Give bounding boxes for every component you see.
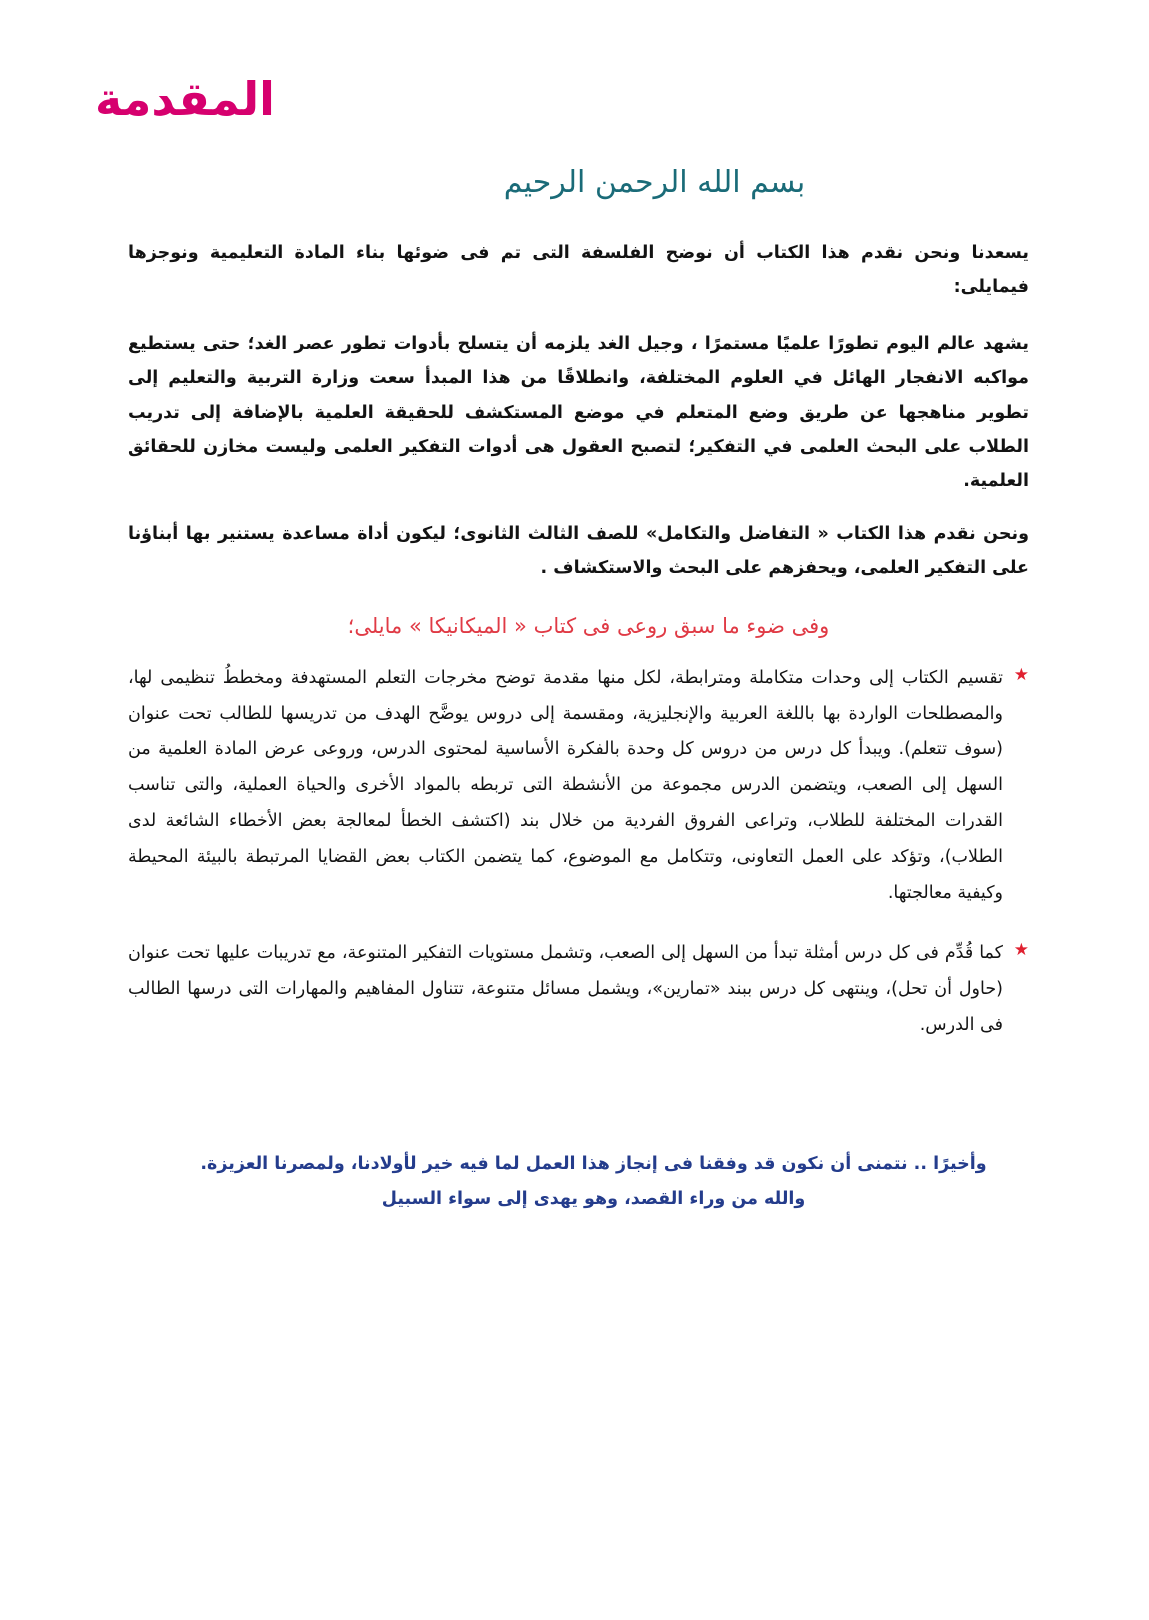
star-icon: ★ <box>1013 664 1029 685</box>
page-title: المقدمة <box>95 72 275 126</box>
closing-line-2: والله من وراء القصد، وهو يهدى إلى سواء السبيل <box>381 1189 806 1210</box>
closing-block <box>128 1147 1029 1217</box>
intro-paragraph-2: يشهد عالم اليوم تطورًا علميًا مستمرًا ، وجيل الغد يلزمه أن يتسلح بأدوات تطور عصر الغد؛ حتى يستطيع مواكبه الانفجار الهائل في العلوم المختلفة، وانطلاقًا من هذا المبدأ سعت وزارة التربية والتعليم إلى تطوير مناهجها عن طريق وضع المتعلم في موضع المستكشف للحقيقة العلمية بالإضافة إلى تدريب الطلاب على البحث العلمى في التفكير؛ لتصبح العقول هى أدوات التفكير العلمى وليست مخازن للحقائق العلمية. <box>128 334 1029 491</box>
list-item-text: كما قُدِّم فى كل درس أمثلة تبدأ من السهل إلى الصعب، وتشمل مستويات التفكير المتنوعة، مع تدريبات عليها تحت عنوان (حاول أن تحل)، وينتهى كل درس ببند «تمارين»، ويشمل مسائل متنوعة، تتناول المفاهيم والمهارات التى درسها الطالب فى الدرس. <box>128 942 1003 1035</box>
title-container <box>0 0 1149 126</box>
list-item-text: تقسيم الكتاب إلى وحدات متكاملة ومترابطة، لكل منها مقدمة توضح مخرجات التعلم المستهدفة ومخططُ تنظيمى لها، والمصطلحات الواردة بها باللغة العربية والإنجليزية، ومقسمة إلى دروس يوضَّح الهدف من تدريسها للطالب تحت عنوان (سوف تتعلم). ويبدأ كل درس من دروس كل وحدة بالفكرة الأساسية لمحتوى الدرس، وروعى عرض المادة العلمية من السهل إلى الصعب، ويتضمن الدرس مجموعة من الأنشطة التى تربطه بالمواد الأخرى والحياة العملية، والتى تناسب القدرات المختلفة للطلاب، وتراعى الفروق الفردية من خلال بند (اكتشف الخطأ لمعالجة بعض الأخطاء الشائعة لدى الطلاب)، وتؤكد على العمل التعاونى، وتتكامل مع الموضوع، كما يتضمن الكتاب بعض القضايا المرتبطة بالبيئة المحيطة وكيفية معالجتها. <box>128 667 1003 903</box>
list-item <box>128 661 1029 912</box>
intro-paragraph-1: يسعدنا ونحن نقدم هذا الكتاب أن نوضح الفلسفة التى تم فى ضوئها بناء المادة التعليمية ونوجزها فيمايلى: <box>128 243 1029 298</box>
document-body <box>0 236 1149 1217</box>
basmala-text: بسم الله الرحمن الرحيم <box>503 165 806 200</box>
feature-list <box>128 661 1029 1044</box>
list-item <box>128 936 1029 1044</box>
intro-paragraph-3: ونحن نقدم هذا الكتاب « التفاضل والتكامل» للصف الثالث الثانوى؛ ليكون أداة مساعدة يستنير بها أبناؤنا على التفكير العلمى، ويحفزهم على البحث والاستكشاف . <box>128 523 1029 578</box>
section-heading: وفى ضوء ما سبق روعى فى كتاب « الميكانيكا » مايلى؛ <box>347 614 830 639</box>
closing-line-1: وأخيرًا .. نتمنى أن نكون قد وفقنا فى إنجاز هذا العمل لما فيه خير لأولادنا، ولمصرنا العزيزة. <box>200 1154 987 1175</box>
star-icon: ★ <box>1013 939 1029 960</box>
